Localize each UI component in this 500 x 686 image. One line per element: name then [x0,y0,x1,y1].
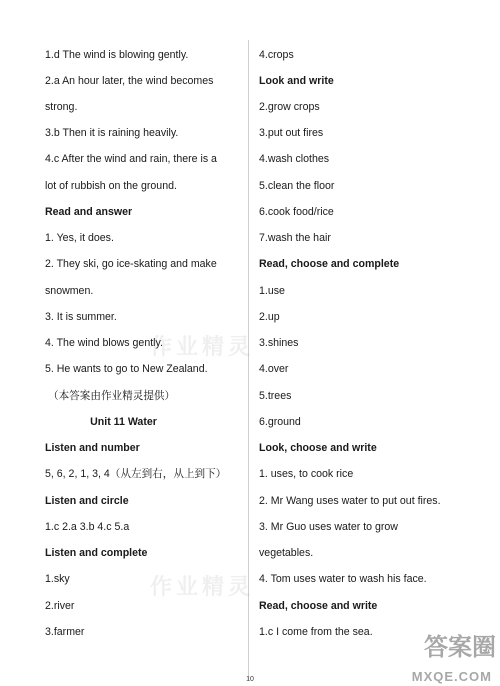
answer-line: 4.wash clothes [259,153,330,165]
answer-line: 1.sky [45,573,70,585]
answer-line: 5. He wants to go to New Zealand. [45,363,208,375]
section-heading: Look and write [259,75,334,87]
site-logo: 答案圈 [424,634,496,661]
answer-line: 2.up [259,311,280,323]
answer-line: 5.clean the floor [259,180,335,192]
answer-line: vegetables. [259,547,314,559]
answer-line: 3.b Then it is raining heavily. [45,127,179,139]
watermark-mid: 作业精灵 [150,334,255,359]
answer-line: 4. The wind blows gently. [45,337,163,349]
answer-line: 5, 6, 2, 1, 3, 4（从左到右，从上到下） [45,468,227,480]
credit-note: （本答案由作业精灵提供） [48,390,176,402]
answer-line: 1.c 2.a 3.b 4.c 5.a [45,521,130,533]
answer-line: 4.over [259,363,289,375]
answer-line: 1. Yes, it does. [45,232,114,244]
answer-line: 2. They ski, go ice-skating and make [45,258,217,270]
answer-line: lot of rubbish on the ground. [45,180,177,192]
section-heading: Listen and circle [45,495,129,507]
watermark-bottom: 作业精灵 [150,574,255,599]
answer-line: 4. Tom uses water to wash his face. [259,573,427,585]
section-heading: Listen and number [45,442,140,454]
section-heading: Look, choose and write [259,442,377,454]
answer-line: 3.shines [259,337,299,349]
answer-line: 2.grow crops [259,101,320,113]
section-heading: Read, choose and write [259,600,378,612]
answer-line: 1.use [259,285,285,297]
answer-line: 1. uses, to cook rice [259,468,354,480]
answer-line: 3.farmer [45,626,85,638]
answer-line: 1.d The wind is blowing gently. [45,49,189,61]
answer-line: 7.wash the hair [259,232,331,244]
section-heading: Listen and complete [45,547,148,559]
answer-line: 6.ground [259,416,301,428]
answer-line: 3.put out fires [259,127,324,139]
answer-line: snowmen. [45,285,94,297]
answer-line: strong. [45,101,78,113]
answer-line: 3. It is summer. [45,311,117,323]
unit-title: Unit 11 Water [90,416,157,428]
answer-line: 3. Mr Guo uses water to grow [259,521,398,533]
answer-line: 4.crops [259,49,294,61]
answer-line: 6.cook food/rice [259,206,334,218]
answer-line: 4.c After the wind and rain, there is a [45,153,217,165]
answer-line: 2. Mr Wang uses water to put out fires. [259,495,441,507]
answer-line: 2.a An hour later, the wind becomes [45,75,214,87]
page-number: 10 [246,676,254,683]
section-heading: Read and answer [45,206,133,218]
answer-line: 5.trees [259,390,292,402]
site-logo-url: MXQE.COM [411,669,492,684]
section-heading: Read, choose and complete [259,258,400,270]
answer-line: 1.c I come from the sea. [259,626,373,638]
answer-line: 2.river [45,600,75,612]
